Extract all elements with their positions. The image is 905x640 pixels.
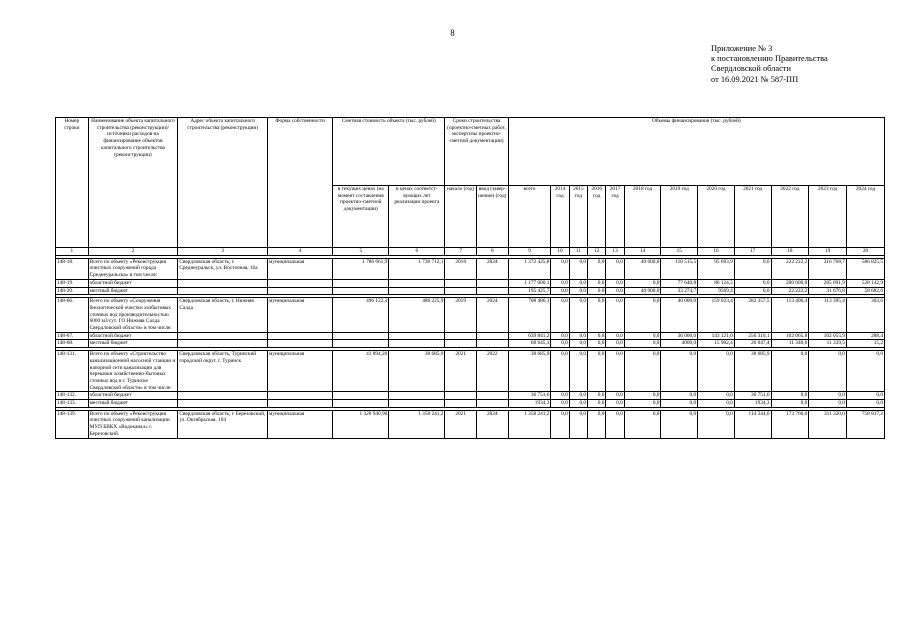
header-year: 2020 год — [698, 186, 735, 248]
object-address — [178, 287, 268, 295]
total-financing: 68 645,1 — [508, 340, 551, 348]
year-2023: 31 676,8 — [809, 287, 847, 295]
year-2024: 288,4 — [846, 332, 884, 340]
year-2019: 0,0 — [661, 410, 698, 438]
year-2024: 0,0 — [846, 351, 884, 392]
cost-current: 496 122,3 — [333, 298, 389, 333]
cost-forecast — [389, 332, 445, 340]
year-2019: 77 640,8 — [661, 279, 698, 287]
header-year: 2018 год — [624, 186, 661, 248]
year-2022: 173 760,0 — [771, 410, 809, 438]
column-number: 12 — [588, 248, 606, 256]
cost-forecast — [389, 279, 445, 287]
year-2017: 0,0 — [606, 332, 624, 340]
object-name: местный бюджет — [88, 400, 178, 408]
year-2015: 0,0 — [569, 410, 587, 438]
year-2016: 0,0 — [588, 258, 606, 279]
year-2022: 113 406,4 — [771, 298, 809, 333]
year-2024: 15,2 — [846, 340, 884, 348]
column-number: 13 — [606, 248, 624, 256]
ownership-form — [268, 400, 333, 408]
year-2023: 285 091,9 — [809, 279, 847, 287]
year-2016: 0,0 — [588, 332, 606, 340]
year-2017: 0,0 — [606, 400, 624, 408]
year-2014: 0,0 — [551, 351, 569, 392]
cost-current — [333, 287, 389, 295]
column-number: 5 — [333, 248, 389, 256]
object-name: местный бюджет — [88, 287, 178, 295]
year-2017: 0,0 — [606, 410, 624, 438]
object-name: областной бюджет — [88, 279, 178, 287]
table-row — [56, 410, 885, 438]
term-start — [445, 340, 477, 348]
header-address: Адрес объекта капитального строительства (реконструкции) — [178, 118, 268, 248]
total-financing: 38 685,9 — [508, 351, 551, 392]
year-2023: 316 768,7 — [809, 258, 847, 279]
cost-forecast: 1 358 241,2 — [389, 410, 445, 438]
object-address — [178, 332, 268, 340]
object-name: Всего по объекту «Реконструкция очистных сооружений города Среднеуральска» в том числе: — [88, 258, 178, 279]
term-end — [476, 279, 508, 287]
year-2017: 0,0 — [606, 258, 624, 279]
year-2021: 0,0 — [734, 258, 771, 279]
header-term-end: ввод (завер-шение) (год) — [476, 186, 508, 248]
year-2015: 0,0 — [569, 392, 587, 400]
term-end — [476, 340, 508, 348]
year-2021: 36 751,6 — [734, 392, 771, 400]
year-2019: 0,0 — [661, 392, 698, 400]
cost-forecast — [389, 392, 445, 400]
year-2015: 0,0 — [569, 351, 587, 392]
year-2015: 0,0 — [569, 298, 587, 333]
cost-current: 41 894,20 — [333, 351, 389, 392]
cost-forecast: 38 685,9 — [389, 351, 445, 392]
ownership-form — [268, 340, 333, 348]
row-number: 148-131. — [56, 351, 89, 392]
column-number: 19 — [809, 248, 847, 256]
header-year: 2014 год — [551, 186, 569, 248]
page-number: 8 — [450, 28, 455, 38]
year-2022: 11 340,6 — [771, 340, 809, 348]
year-2018: 0,0 — [624, 400, 661, 408]
header-cost-current: в текущих ценах (на момент составления проектно-сметной документации) — [333, 186, 389, 248]
appendix-line-3: Свердловской области — [711, 64, 791, 74]
ownership-form — [268, 392, 333, 400]
object-name: местный бюджет — [88, 340, 178, 348]
total-financing: 36 751,6 — [508, 392, 551, 400]
year-2014: 0,0 — [551, 258, 569, 279]
header-year: 2019 год — [661, 186, 698, 248]
year-2021: 282 357,5 — [734, 298, 771, 333]
term-start: 2021 — [445, 410, 477, 438]
cost-forecast — [389, 340, 445, 348]
header-year: 2017 год — [606, 186, 624, 248]
year-2014: 0,0 — [551, 400, 569, 408]
term-start: 2019 — [445, 298, 477, 333]
header-year: 2022 год — [771, 186, 809, 248]
column-number: 8 — [476, 248, 508, 256]
table-row — [56, 258, 885, 279]
year-2020: 0,0 — [698, 410, 735, 438]
row-number: 148-66. — [56, 298, 89, 333]
header-term-start: начало (год) — [445, 186, 477, 248]
cost-current — [333, 332, 389, 340]
year-2020: 15 902,4 — [698, 340, 735, 348]
row-number: 148-18. — [56, 258, 89, 279]
year-2017: 0,0 — [606, 392, 624, 400]
year-2019: 4000,0 — [661, 340, 698, 348]
year-2016: 0,0 — [588, 392, 606, 400]
total-financing: 1 372 425,8 — [508, 258, 551, 279]
year-2016: 0,0 — [588, 351, 606, 392]
year-2016: 0,0 — [588, 410, 606, 438]
year-2014: 0,0 — [551, 392, 569, 400]
object-name: Всего по объекту «Строительство канализационной насосной станции и напорной сети канализации для перекачки хозяйственно-бытовых сточных вод в г. Туринске Свердловской области» в том числе: — [88, 351, 178, 392]
term-start — [445, 287, 477, 295]
year-2019: 33 274,7 — [661, 287, 698, 295]
year-2018: 0,0 — [624, 340, 661, 348]
year-2015: 0,0 — [569, 287, 587, 295]
year-2017: 0,0 — [606, 287, 624, 295]
appendix-block — [711, 44, 828, 85]
table-row — [56, 400, 885, 408]
column-number: 7 — [445, 248, 477, 256]
column-number: 3 — [178, 248, 268, 256]
column-number: 10 — [551, 248, 569, 256]
year-2022: 0,0 — [771, 392, 809, 400]
appendix-line-1: Приложение № 3 — [711, 44, 773, 53]
year-2018: 0,0 — [624, 410, 661, 438]
header-row-number: Номер строки — [56, 118, 89, 248]
header-estimated-cost: Сметная стоимость объекта (тыс. рублей) — [333, 118, 445, 186]
header-year: 2023 год — [809, 186, 847, 248]
object-address: Свердловская область, г. Нижняя Салда — [178, 298, 268, 333]
year-2023: 0,0 — [809, 400, 847, 408]
year-2019: 36 000,0 — [661, 332, 698, 340]
year-2024: 0,0 — [846, 392, 884, 400]
ownership-form — [268, 287, 333, 295]
object-name: Всего по объекту «Реконструкция очистных сооружений канализации МУП БВКХ «Водоканал» г. Березовский. — [88, 410, 178, 438]
year-2023: 311 320,0 — [809, 410, 847, 438]
term-end: 2024 — [476, 258, 508, 279]
column-number: 6 — [389, 248, 445, 256]
year-2017: 0,0 — [606, 279, 624, 287]
total-financing: 1 358 241,2 — [508, 410, 551, 438]
term-end: 2024 — [476, 298, 508, 333]
year-2018: 0,0 — [624, 279, 661, 287]
year-2021: 1934,3 — [734, 400, 771, 408]
object-address — [178, 400, 268, 408]
year-2015: 0,0 — [569, 340, 587, 348]
term-start — [445, 332, 477, 340]
year-2020: 0,0 — [698, 400, 735, 408]
header-total: всего — [508, 186, 551, 248]
row-number: 148-67. — [56, 332, 89, 340]
ownership-form: муниципальная — [268, 258, 333, 279]
table-row — [56, 332, 885, 340]
year-2018: 0,0 — [624, 298, 661, 333]
year-2019: 0,0 — [661, 400, 698, 408]
column-number: 14 — [624, 248, 661, 256]
header-terms: Сроки строительства (проектно-сметных работ, экспертизы проектно-сметной документации) — [445, 118, 508, 186]
header-year: 2024 год — [846, 186, 884, 248]
year-2020: 9569,4 — [698, 287, 735, 295]
year-2015: 0,0 — [569, 400, 587, 408]
column-number: 11 — [569, 248, 587, 256]
term-end — [476, 287, 508, 295]
object-address: Свердловская область, Туринский городской округ, г. Туринск — [178, 351, 268, 392]
ownership-form: муниципальная — [268, 410, 333, 438]
header-year: 2015 год — [569, 186, 587, 248]
cost-forecast — [389, 287, 445, 295]
total-financing: 195 425,7 — [508, 287, 551, 295]
header-year: 2016 год — [588, 186, 606, 248]
column-number: 15 — [661, 248, 698, 256]
year-2021: 0,0 — [734, 287, 771, 295]
year-2014: 0,0 — [551, 332, 569, 340]
row-number: 148-133. — [56, 400, 89, 408]
year-2016: 0,0 — [588, 340, 606, 348]
cost-forecast — [389, 400, 445, 408]
table-row — [56, 287, 885, 295]
year-2022: 0,0 — [771, 400, 809, 408]
cost-current — [333, 392, 389, 400]
table-row — [56, 298, 885, 333]
column-number: 17 — [734, 248, 771, 256]
term-start — [445, 400, 477, 408]
term-end — [476, 392, 508, 400]
year-2014: 0,0 — [551, 287, 569, 295]
column-number: 2 — [88, 248, 178, 256]
year-2021: 256 310,1 — [734, 332, 771, 340]
header-year: 2021 год — [734, 186, 771, 248]
year-2023: 113 395,4 — [809, 298, 847, 333]
year-2024: 758 817,2 — [846, 410, 884, 438]
year-2022: 102 065,8 — [771, 332, 809, 340]
term-start: 2018 — [445, 258, 477, 279]
year-2023: 11 339,5 — [809, 340, 847, 348]
term-end — [476, 400, 508, 408]
year-2014: 0,0 — [551, 279, 569, 287]
year-2021: 0,0 — [734, 279, 771, 287]
header-cost-forecast: в ценах соответст-вующих лет реализации проекта — [389, 186, 445, 248]
year-2019: 40 000,0 — [661, 298, 698, 333]
year-2023: 0,0 — [809, 351, 847, 392]
column-number: 16 — [698, 248, 735, 256]
header-financing-volumes: Объемы финансирования (тыс. рублей) — [508, 118, 884, 186]
year-2024: 303,6 — [846, 298, 884, 333]
appendix-line-4: от 16.09.2021 № 587-ПП — [711, 74, 799, 84]
column-number: 18 — [771, 248, 809, 256]
table-row — [56, 279, 885, 287]
year-2020: 0,0 — [698, 392, 735, 400]
row-number: 148-132. — [56, 392, 89, 400]
table-row — [56, 340, 885, 348]
ownership-form: муниципальная — [268, 351, 333, 392]
year-2024: 528 142,9 — [846, 279, 884, 287]
year-2021: 38 685,9 — [734, 351, 771, 392]
year-2022: 0,0 — [771, 351, 809, 392]
total-financing: 1934,3 — [508, 400, 551, 408]
term-start — [445, 279, 477, 287]
year-2016: 0,0 — [588, 400, 606, 408]
row-number: 148-139. — [56, 410, 89, 438]
term-start: 2021 — [445, 351, 477, 392]
year-2020: 86 124,5 — [698, 279, 735, 287]
year-2023: 102 055,9 — [809, 332, 847, 340]
year-2019: 110 515,5 — [661, 258, 698, 279]
object-address — [178, 340, 268, 348]
ownership-form — [268, 332, 333, 340]
year-2017: 0,0 — [606, 298, 624, 333]
total-financing: 708 486,3 — [508, 298, 551, 333]
object-name: областной бюджет — [88, 392, 178, 400]
year-2017: 0,0 — [606, 340, 624, 348]
year-2022: 222 222,2 — [771, 258, 809, 279]
object-address: Свердловская область, г. Среднеуральск, ул. Восточная, 16а — [178, 258, 268, 279]
year-2024: 0,0 — [846, 400, 884, 408]
object-address — [178, 279, 268, 287]
appendix-line-2: к постановлению Правительства — [711, 54, 828, 64]
year-2020: 159 023,4 — [698, 298, 735, 333]
cost-current — [333, 400, 389, 408]
year-2014: 0,0 — [551, 340, 569, 348]
column-number: 9 — [508, 248, 551, 256]
column-number: 1 — [56, 248, 89, 256]
term-end — [476, 332, 508, 340]
year-2017: 0,0 — [606, 351, 624, 392]
term-end: 2024 — [476, 410, 508, 438]
year-2020: 0,0 — [698, 351, 735, 392]
year-2022: 22 222,2 — [771, 287, 809, 295]
year-2016: 0,0 — [588, 287, 606, 295]
row-number: 148-20. — [56, 287, 89, 295]
year-2014: 0,0 — [551, 298, 569, 333]
cost-current — [333, 279, 389, 287]
year-2020: 143 121,0 — [698, 332, 735, 340]
ownership-form — [268, 279, 333, 287]
year-2021: 114 344,0 — [734, 410, 771, 438]
year-2018: 40 000,0 — [624, 258, 661, 279]
financing-table — [55, 117, 885, 439]
table-row — [56, 392, 885, 400]
year-2020: 95 693,9 — [698, 258, 735, 279]
header-ownership: Форма собственности — [268, 118, 333, 248]
year-2018: 0,0 — [624, 332, 661, 340]
year-2024: 58 682,6 — [846, 287, 884, 295]
year-2016: 0,0 — [588, 298, 606, 333]
object-address — [178, 392, 268, 400]
row-number: 148-68. — [56, 340, 89, 348]
term-end: 2022 — [476, 351, 508, 392]
year-2018: 0,0 — [624, 351, 661, 392]
ownership-form: муниципальная — [268, 298, 333, 333]
year-2016: 0,0 — [588, 279, 606, 287]
total-financing: 639 841,2 — [508, 332, 551, 340]
cost-current — [333, 340, 389, 348]
year-2018: 40 000,0 — [624, 287, 661, 295]
year-2015: 0,0 — [569, 279, 587, 287]
year-2018: 0,0 — [624, 392, 661, 400]
row-number: 148-19. — [56, 279, 89, 287]
object-name: областной бюджет — [88, 332, 178, 340]
year-2022: 200 000,0 — [771, 279, 809, 287]
year-2023: 0,0 — [809, 392, 847, 400]
column-number: 20 — [846, 248, 884, 256]
cost-forecast: 486 225,9 — [389, 298, 445, 333]
object-address: Свердловская область, г. Березовский, ул. Октябрьская, 104 — [178, 410, 268, 438]
header-object-name: Наименование объекта капитального строительства (реконструкции)/ источники расходов на финансирование объектов капитального строительства (реконструкции) — [88, 118, 178, 248]
cost-current: 1 320 940,90 — [333, 410, 389, 438]
year-2019: 0,0 — [661, 351, 698, 392]
table-row — [56, 351, 885, 392]
year-2014: 0,0 — [551, 410, 569, 438]
year-2024: 586 825,5 — [846, 258, 884, 279]
cost-forecast: 1 730 712,1 — [389, 258, 445, 279]
year-2021: 26 047,4 — [734, 340, 771, 348]
cost-current: 1 786 661,9 — [333, 258, 389, 279]
term-start — [445, 392, 477, 400]
column-number: 4 — [268, 248, 333, 256]
year-2015: 0,0 — [569, 258, 587, 279]
year-2015: 0,0 — [569, 332, 587, 340]
total-financing: 1 177 000,1 — [508, 279, 551, 287]
object-name: Всего по объекту «Сооружения биологической очистки хозбытовых сточных вод производительностью 6000 м3/сут. ГО Нижняя Салда Свердловской области» в том числе: — [88, 298, 178, 333]
